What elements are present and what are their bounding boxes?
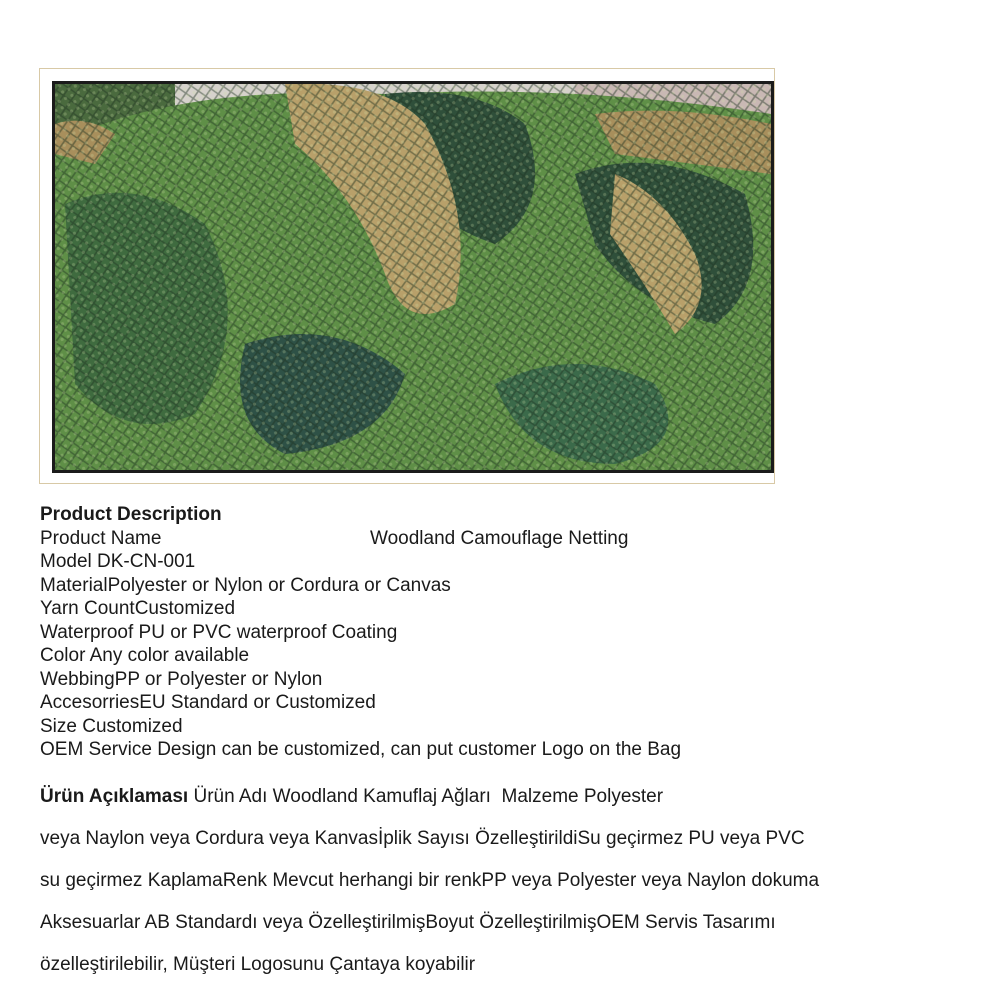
spec-material: MaterialPolyester or Nylon or Cordura or Canvas [40, 574, 451, 596]
turkish-line-4: Aksesuarlar AB Standardı veya ÖzelleştirilmişBoyut ÖzelleştirilmişOEM Servis Tasarımı [40, 912, 776, 933]
spec-waterproof: Waterproof PU or PVC waterproof Coating [40, 621, 398, 643]
spec-oem-service: OEM Service Design can be customized, can put customer Logo on the Bag [40, 739, 682, 760]
camouflage-netting-image [55, 84, 771, 470]
product-name-label: Product Name [40, 527, 162, 549]
spec-webbing: WebbingPP or Polyester or Nylon [40, 668, 323, 690]
spec-yarn-count: Yarn CountCustomized [40, 598, 236, 619]
turkish-heading: Ürün Açıklaması [40, 786, 189, 807]
product-photo-frame [39, 68, 775, 484]
product-name-value: Woodland Camouflage Netting [370, 527, 629, 549]
turkish-line-2: veya Naylon veya Cordura veya Kanvasİplik Sayısı ÖzelleştirildiSu geçirmez PU veya PVC [40, 828, 805, 849]
turkish-line-5: özelleştirilebilir, Müşteri Logosunu Çantaya koyabilir [40, 954, 476, 975]
spec-size: Size Customized [40, 715, 183, 737]
turkish-description [40, 776, 960, 986]
spec-accessories: AccesorriesEU Standard or Customized [40, 692, 376, 713]
turkish-line-3: su geçirmez KaplamaRenk Mevcut herhangi bir renkPP veya Polyester veya Naylon dokuma [40, 870, 820, 891]
turkish-line-1 [40, 776, 960, 818]
spec-color: Color Any color available [40, 645, 250, 666]
turkish-line-1-text: Ürün Adı Woodland Kamuflaj Ağları Malzeme Polyester [188, 786, 664, 807]
spec-model: Model DK-CN-001 [40, 551, 196, 572]
product-name-row [40, 527, 960, 551]
product-description [40, 503, 960, 762]
camouflage-netting-photo [52, 81, 774, 473]
description-heading: Product Description [40, 504, 222, 525]
